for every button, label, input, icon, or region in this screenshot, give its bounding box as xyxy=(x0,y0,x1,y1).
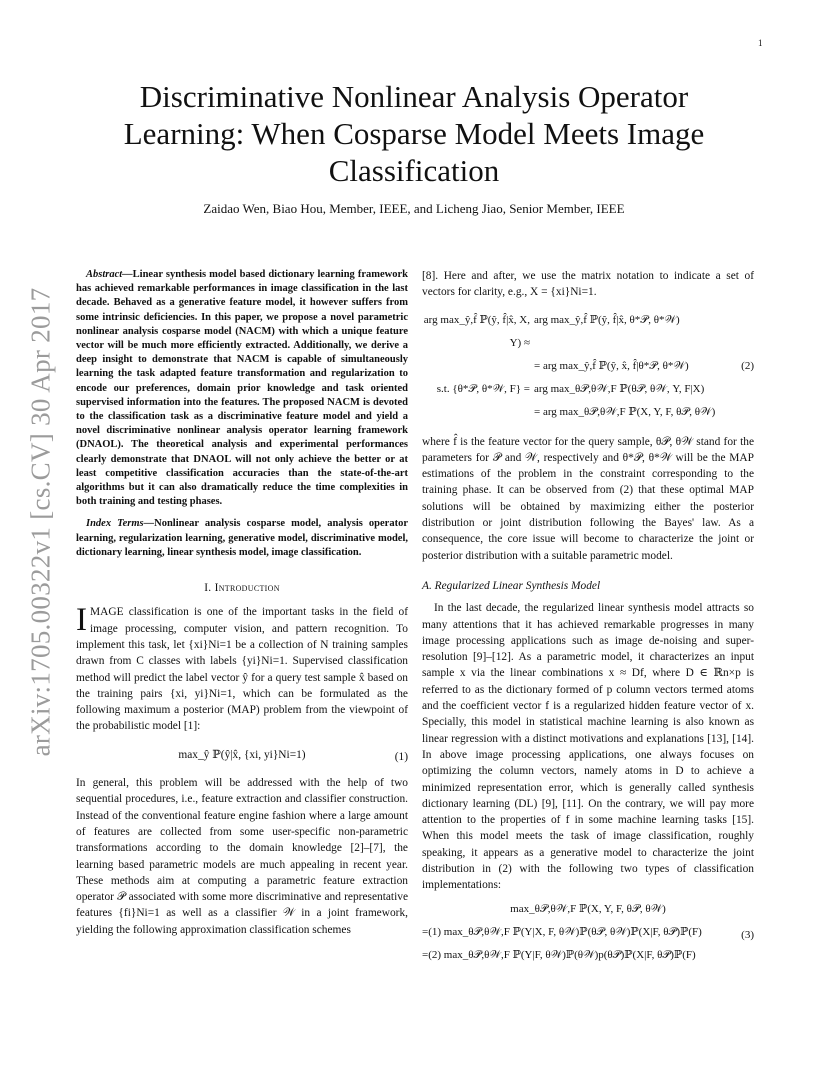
intro-paragraph-1 xyxy=(76,604,408,734)
right-paragraph-3: In the last decade, the regularized linear synthesis model attracts so many attentions that it has achieved remarkable progresses in many image processing applications such as image de-noising and super-resolution [9]–[12]. As a parametric model, it characterizes an input sample x via the linear combinations x ≈ Df, where D ∈ ℝn×p is referred to as the dictionary formed of p column vectors termed atoms and the coefficient vector f is a regularized hidden feature vector of x. Specially, this model in statistical machine learning is also known as linear regression with a distinct motivations and explanations [13], [14]. In above image processing applications, one always focuses on optimizing the column vectors, namely atoms in D to achieve a minimized representation error, which is generally called synthesis dictionary learning (DL) [9], [11]. On the contrary, we will pay more attention to the properties of f in some machine learning tasks [15]. When this model meets the task of image classification, roughly speaking, it appears as a generative model to characterize the joint distribution in (2) with the following two types of classification implementations: xyxy=(422,602,754,892)
arxiv-stamp-text: arXiv:1705.00322v1 [cs.CV] 30 Apr 2017 xyxy=(25,287,56,757)
subsection-heading: A. Regularized Linear Synthesis Model xyxy=(422,579,601,592)
intro-paragraph-1-text: MAGE classification is one of the important tasks in the field of image processing, computer vision, and pattern recognition. To implement this task, let {xi}Ni=1 be a collection of N training samples drawn from C classes with labels {yi}Ni=1. Supervised classification method will predict the label vector ŷ for a query test sample x̂ based on the training pairs {xi, yi}Ni=1, which can be formulated as the following maximum a posterior (MAP) problem from the viewpoint of the probabilistic model [1]: xyxy=(76,606,408,733)
page-number: 1 xyxy=(758,38,763,48)
equation-1-number: (1) xyxy=(394,750,408,763)
equation-2-line xyxy=(422,401,754,424)
equation-2-line xyxy=(422,309,754,355)
equation-3-line: =(2) max_θ𝒫,θ𝒲,F ℙ(Y|F, θ𝒲)ℙ(θ𝒲)p(θ𝒫)ℙ(X|F, θ𝒫)ℙ(F) xyxy=(422,948,696,961)
abstract-label: Abstract— xyxy=(86,269,133,280)
equation-2-rhs: = arg max_θ𝒫,θ𝒲,F ℙ(X, Y, F, θ𝒫, θ𝒲) xyxy=(534,405,716,418)
equation-1-body: max_ŷ ℙ(ŷ|x̂, {xi, yi}Ni=1) xyxy=(178,748,306,761)
equation-2-rhs: = arg max_ŷ,f̂ ℙ(ŷ, x̂, f̂|θ*𝒫, θ*𝒲) xyxy=(534,359,689,372)
right-paragraph-2: where f̂ is the feature vector for the query sample, θ𝒫, θ𝒲 stand for the parameters for 𝒫 and 𝒲, respectively and θ*𝒫, θ*𝒲 will be the MAP estimations of the problem in the constraint corresponding to the training phase. It can be observed from (2) that these optimal MAP solutions will be obtained by maximizing either the posterior distribution or joint distribution following the Bayes' law. As a consequence, the core issue will become to characterize the joint or posterior distribution with a suitable parametric model. xyxy=(422,435,754,562)
equation-2-lhs: arg max_ŷ,f̂ ℙ(ŷ, f̂|x̂, X, Y) ≈ xyxy=(423,313,530,349)
section-heading-introduction: I. Introduction xyxy=(204,582,280,595)
index-terms-text: Nonlinear analysis cosparse model, analysis operator learning, regularization learning, generative model, discriminative model, dictionary learning, linear synthesis model, image classification. xyxy=(76,518,408,558)
equation-1 xyxy=(76,747,408,763)
equation-3-line: max_θ𝒫,θ𝒲,F ℙ(X, Y, F, θ𝒫, θ𝒲) xyxy=(510,902,666,915)
equation-3-line: =(1) max_θ𝒫,θ𝒲,F ℙ(Y|X, F, θ𝒲)ℙ(θ𝒫, θ𝒲)ℙ(X|F, θ𝒫)ℙ(F) xyxy=(422,925,702,938)
equation-3-number: (3) xyxy=(741,928,754,941)
paper-title: Discriminative Nonlinear Analysis Operator Learning: When Cosparse Model Meets Image Classification xyxy=(123,79,705,188)
abstract-text: Linear synthesis model based dictionary learning framework has achieved remarkable performances in image classification in the last decade. Behaved as a generative feature model, it however suffers from some intrinsic deficiencies. In this paper, we propose a novel parametric nonlinear analysis cosparse model (NACM) with which a unique feature vector will be much more efficiently extracted. Additionally, we derive a deep insight to demonstrate that NACM is capable of simultaneously learning the task adapted feature transformation and regularization to encode our preferences, domain prior knowledge and task oriented supervised information into the features. The proposed NACM is devoted to the classification task as a discriminative feature model and yield a novel discriminative nonlinear analysis operator learning framework (DNAOL). The theoretical analysis and experimental performances clearly demonstrate that DNAOL will not only achieve the better or at least competitive classification accuracies than the state-of-the-art algorithms but it can also dramatically reduce the time complexities in both training and testing phases. xyxy=(76,269,408,508)
right-column xyxy=(422,268,754,971)
equation-2-line xyxy=(422,355,754,378)
intro-paragraph-2: In general, this problem will be addressed with the help of two sequential procedures, i.e., feature extraction and classifier construction. Instead of the conventional feature engine fashion where a large amount of features are collected from some user-specific non-parametric transformations according to the domain knowledge [2]–[7], the learning based parametric models are much appealing in recent year. These methods aim at computing a parametric feature extraction operator 𝒫 associated with some more discriminative and representative features {fi}Ni=1 as well as a classifier 𝒲 in a joint framework, yielding the following approximation classification schemes xyxy=(76,777,408,936)
equation-2 xyxy=(422,309,754,424)
equation-2-rhs: arg max_θ𝒫,θ𝒲,F ℙ(θ𝒫, θ𝒲, Y, F|X) xyxy=(534,382,705,395)
equation-2-line xyxy=(422,378,754,401)
arxiv-stamp xyxy=(22,287,60,757)
drop-cap: I xyxy=(76,602,87,639)
abstract xyxy=(76,268,408,509)
index-terms xyxy=(76,517,408,560)
author-line: Zaidao Wen, Biao Hou, Member, IEEE, and Licheng Jiao, Senior Member, IEEE xyxy=(203,201,625,216)
index-terms-label: Index Terms— xyxy=(86,518,155,530)
equation-2-lhs xyxy=(422,355,534,378)
equation-2-lhs: s.t. {θ*𝒫, θ*𝒲, F} = xyxy=(436,382,530,395)
right-paragraph-1: [8]. Here and after, we use the matrix notation to indicate a set of vectors for clarity, e.g., X = {xi}Ni=1. xyxy=(422,270,754,299)
left-column xyxy=(76,268,408,938)
equation-2-lhs xyxy=(422,401,534,424)
equation-3 xyxy=(422,898,754,967)
equation-2-rhs: arg max_ŷ,f̂ ℙ(ŷ, f̂|x̂, θ*𝒫, θ*𝒲) xyxy=(534,313,680,326)
equation-2-number: (2) xyxy=(741,359,754,372)
